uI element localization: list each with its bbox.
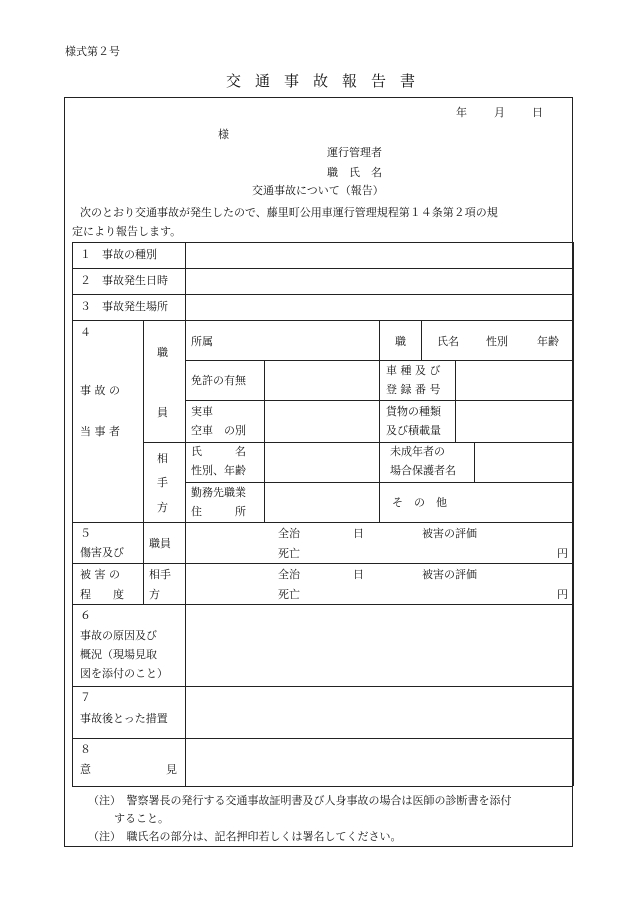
- row5-label-2: 被 害 の: [80, 568, 120, 581]
- note-1-line1: （注） 警察署長の発行する交通事故証明書及び人身事故の場合は医師の診断書を添付: [88, 794, 512, 807]
- row5-number: ５: [80, 527, 91, 540]
- row6-line-1: 事故の原因及び: [80, 629, 157, 642]
- opponent-char-2: 手: [157, 476, 168, 489]
- row2-label: ２ 事故発生日時: [80, 274, 168, 287]
- job-label: 職: [395, 335, 406, 348]
- opp-name-2: 性別、年齢: [191, 464, 246, 477]
- row7-number: ７: [80, 691, 91, 704]
- heal-label-staff: 全治: [278, 527, 300, 540]
- row5-label-1: 傷害及び: [80, 546, 124, 559]
- form-number: 様式第２号: [65, 45, 120, 58]
- vehicle-type-1: 車 種 及 び: [386, 364, 441, 377]
- opp-label-2: 方: [149, 588, 160, 601]
- age-label: 年齢: [537, 335, 559, 348]
- row5-label-3: 程 度: [80, 588, 124, 601]
- loaded-1: 実車: [191, 405, 213, 418]
- other-label: そ の 他: [392, 496, 447, 509]
- row6-number: ６: [80, 609, 91, 622]
- minor-1: 未成年者の: [390, 445, 445, 458]
- minor-2: 場合保護者名: [390, 464, 456, 477]
- staff-char-2: 員: [157, 406, 168, 419]
- date-year: 年: [456, 106, 467, 119]
- cargo-1: 貨物の種類: [386, 405, 441, 418]
- addressee-suffix: 様: [218, 128, 229, 141]
- intro-line2: 定により報告します。: [72, 225, 182, 238]
- sender-name: 職 氏 名: [327, 166, 382, 179]
- opp-name-1: 氏 名: [191, 445, 246, 458]
- row4-label-1: 事 故 の: [80, 384, 120, 397]
- intro-line1: 次のとおり交通事故が発生したので、藤里町公用車運行管理規程第１４条第２項の規: [80, 206, 498, 219]
- opponent-char-3: 方: [157, 501, 168, 514]
- staff-label: 職員: [149, 537, 171, 550]
- page-title: 交通事故報告書: [226, 72, 430, 90]
- opp-label-1: 相手: [149, 568, 171, 581]
- name-label: 氏名: [437, 335, 459, 348]
- workplace-1: 勤務先職業: [191, 486, 246, 499]
- row8-label-a: 意: [80, 763, 91, 776]
- row6-line-3: 図を添付のこと）: [80, 667, 168, 680]
- row4-label-2: 当 事 者: [80, 425, 120, 438]
- row4-number: ４: [80, 326, 91, 339]
- row1-label: １ 事故の種別: [80, 248, 157, 261]
- row8-number: ８: [80, 743, 91, 756]
- day-label-staff: 日: [353, 527, 364, 540]
- row8-label-b: 見: [166, 763, 177, 776]
- date-day: 日: [532, 106, 543, 119]
- sender-manager: 運行管理者: [327, 146, 382, 159]
- vehicle-type-2: 登 録 番 号: [386, 383, 441, 396]
- row6-line-2: 概況（現場見取: [80, 648, 157, 661]
- note-2: （注） 職氏名の部分は、記名押印若しくは署名してください。: [88, 830, 402, 843]
- day-label-opp: 日: [353, 568, 364, 581]
- loaded-2: 空車 の別: [191, 424, 246, 437]
- row7-label: 事故後とった措置: [80, 712, 168, 725]
- date-month: 月: [494, 106, 505, 119]
- workplace-2: 住 所: [191, 505, 246, 518]
- death-label-opp: 死亡: [278, 588, 300, 601]
- affiliation-label: 所属: [191, 335, 213, 348]
- heal-label-opp: 全治: [278, 568, 300, 581]
- subject: 交通事故について（報告）: [252, 184, 384, 197]
- yen-staff: 円: [557, 547, 568, 560]
- note-1-line2: すること。: [114, 812, 169, 825]
- damage-label-opp: 被害の評価: [422, 568, 477, 581]
- death-label-staff: 死亡: [278, 547, 300, 560]
- cargo-2: 及び積載量: [386, 424, 441, 437]
- damage-label-staff: 被害の評価: [422, 527, 477, 540]
- opponent-char-1: 相: [157, 452, 168, 465]
- sex-label: 性別: [486, 335, 508, 348]
- yen-opp: 円: [557, 588, 568, 601]
- staff-char-1: 職: [157, 346, 168, 359]
- license-label: 免許の有無: [191, 374, 246, 387]
- row3-label: ３ 事故発生場所: [80, 300, 168, 313]
